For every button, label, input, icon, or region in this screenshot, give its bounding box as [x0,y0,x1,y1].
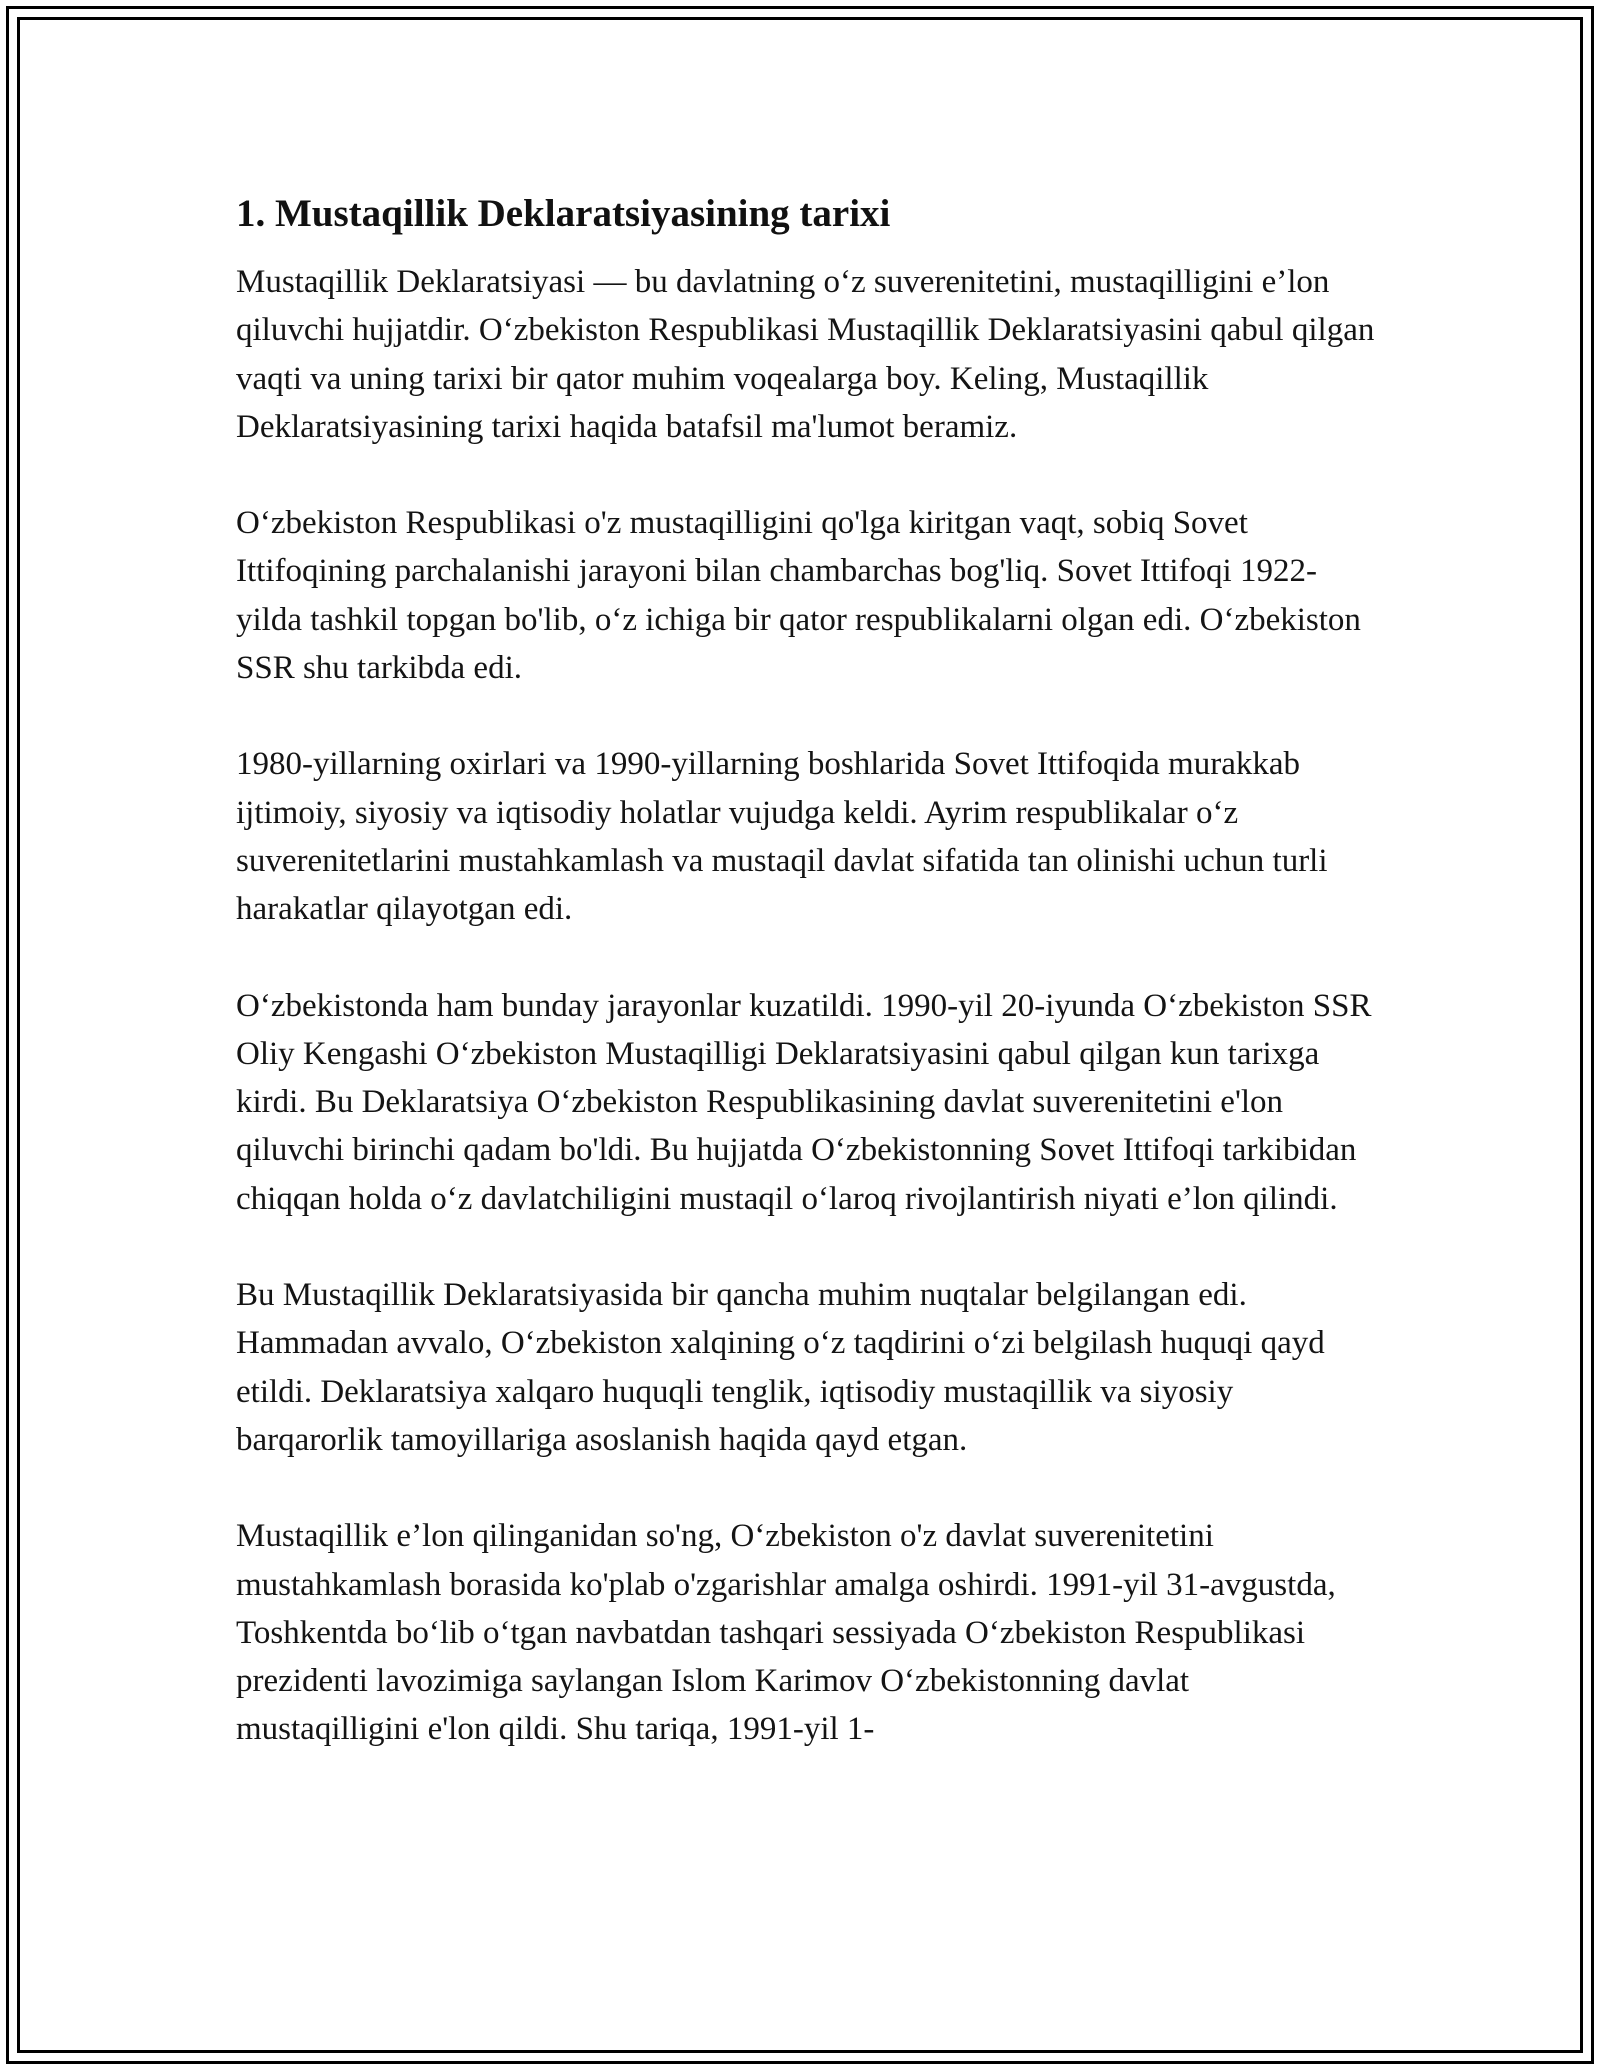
section-heading: 1. Mustaqillik Deklaratsiyasining tarixi [236,192,891,235]
paragraph-3: 1980-yillarning oxirlari va 1990-yillarning boshlarida Sovet Ittifoqida murakkab ijtimoiy, siyosiy va iqtisodiy holatlar vujudga keldi. Ayrim respublikalar o‘z suverenitetlarini mustahkamlash va mustaqil davlat sifatida tan olinishi uchun turli harakatlar qilayotgan edi. [236,746,1328,928]
paragraph-1: Mustaqillik Deklaratsiyasi — bu davlatning o‘z suverenitetini, mustaqilligini e’lon qiluvchi hujjatdir. O‘zbekiston Respublikasi Mustaqillik Deklaratsiyasini qabul qilgan vaqti va uning tarixi bir qator muhim voqealarga boy. Keling, Mustaqillik Deklaratsiyasining tarixi haqida batafsil ma'lumot beramiz. [236,264,1375,445]
paragraph-5: Bu Mustaqillik Deklaratsiyasida bir qancha muhim nuqtalar belgilangan edi. Hammadan avvalo, O‘zbekiston xalqining o‘z taqdirini o‘zi belgilash huquqi qayd etildi. Deklaratsiya xalqaro huquqli tenglik, iqtisodiy mustaqillik va siyosiy barqarorlik tamoyillariga asoslanish haqida qayd etgan. [236,1277,1325,1458]
paragraph-6: Mustaqillik e’lon qilinganidan so'ng, O‘zbekiston o'z davlat suverenitetini mustahkamlash borasida ko'plab o'zgarishlar amalga oshirdi. 1991-yil 31-avgustda, Toshkentda bo‘lib o‘tgan navbatdan tashqari sessiyada O‘zbekiston Respublikasi prezidenti lavozimiga saylangan Islom Karimov O‘zbekistonning davlat mustaqilligini e'lon qildi. Shu tariqa, 1991-yil 1- [236,1518,1336,1748]
paragraph-2: O‘zbekiston Respublikasi o'z mustaqilligini qo'lga kiritgan vaqt, sobiq Sovet Ittifoqining parchalanishi jarayoni bilan chambarchas bog'liq. Sovet Ittifoqi 1922-yilda tashkil topgan bo'lib, o‘z ichiga bir qator respublikalarni olgan edi. O‘zbekiston SSR shu tarkibda edi. [236,505,1361,687]
document-body [236,190,1376,1802]
paragraph-4: O‘zbekistonda ham bunday jarayonlar kuzatildi. 1990-yil 20-iyunda O‘zbekiston SSR Oliy Kengashi O‘zbekiston Mustaqilligi Deklaratsiyasini qabul qilgan kun tarixga kirdi. Bu Deklaratsiya O‘zbekiston Respublikasining davlat suverenitetini e'lon qiluvchi birinchi qadam bo'ldi. Bu hujjatda O‘zbekistonning Sovet Ittifoqi tarkibidan chiqqan holda o‘z davlatchiligini mustaqil o‘laroq rivojlantirish niyati e’lon qilindi. [236,987,1372,1217]
